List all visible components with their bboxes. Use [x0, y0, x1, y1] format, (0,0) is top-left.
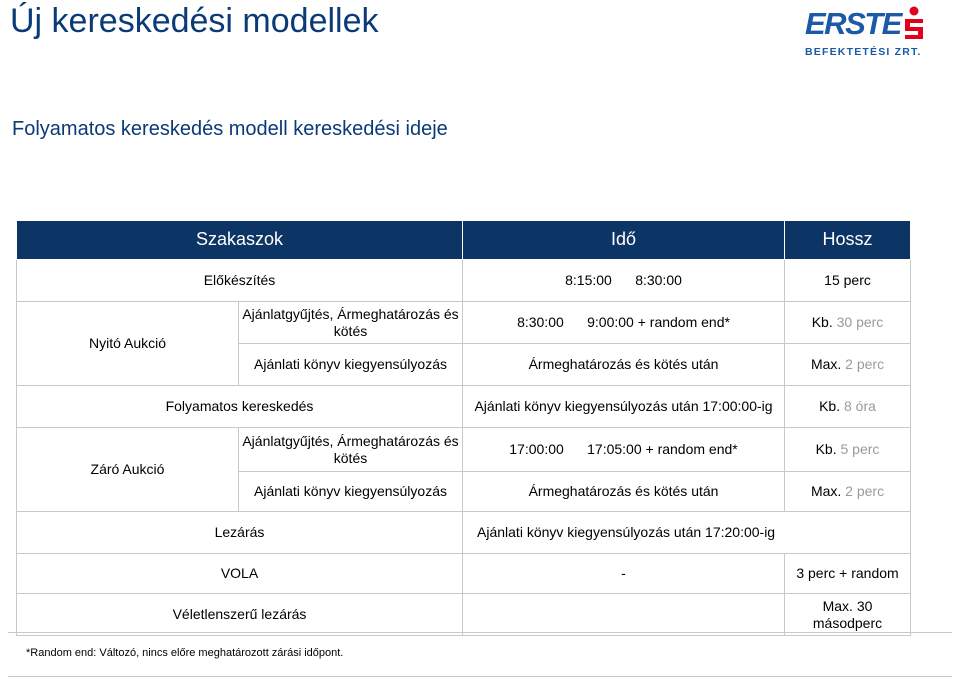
phase-cell: Ajánlati könyv kiegyensúlyozás [239, 472, 463, 512]
duration-cell: Max. 30 másodperc [785, 594, 911, 636]
section-title: Folyamatos kereskedés modell kereskedési ideje [12, 118, 448, 140]
duration-cell [785, 386, 911, 428]
duration-cell [785, 472, 911, 512]
time-end: 9:00:00 + random end* [587, 314, 730, 331]
phase-cell: Folyamatos kereskedés [17, 386, 463, 428]
duration-cell [785, 428, 911, 472]
time-cell [463, 594, 785, 636]
table-row [17, 428, 911, 472]
duration-cell [785, 344, 911, 386]
table-row [17, 554, 911, 594]
time-cell [463, 428, 785, 472]
time-cell [463, 302, 785, 344]
trading-schedule-table [16, 220, 911, 636]
time-start: 8:30:00 [517, 314, 564, 331]
page-title: Új kereskedési modellek [10, 2, 379, 40]
phase-cell: Lezárás [17, 512, 463, 554]
time-cell: Ajánlati könyv kiegyensúlyozás után 17:00:00-ig [463, 386, 785, 428]
time-end: 8:30:00 [635, 272, 682, 289]
table-row [17, 386, 911, 428]
duration-cell: 3 perc + random [785, 554, 911, 594]
phase-cell: Ajánlatgyűjtés, Ármeghatározás és kötés [239, 428, 463, 472]
group-cell: Nyitó Aukció [17, 302, 239, 386]
table-row [17, 302, 911, 344]
duration-cell [785, 302, 911, 344]
duration-prefix: Kb. [819, 398, 844, 415]
header-time: Idő [463, 221, 785, 260]
duration-value: 30 perc [836, 314, 884, 331]
duration-prefix: Kb. [815, 441, 841, 458]
duration-prefix: Max. [810, 356, 846, 373]
table-header-row [17, 221, 911, 260]
erste-logo [805, 6, 925, 58]
duration-value: 8 óra [844, 398, 876, 415]
group-cell: Záró Aukció [17, 428, 239, 512]
logo-wordmark: ERSTE [805, 6, 901, 41]
erste-s-icon [902, 6, 926, 40]
table-row [17, 260, 911, 302]
phase-cell: VOLA [17, 554, 463, 594]
phase-cell: Ajánlatgyűjtés, Ármeghatározás és kötés [239, 302, 463, 344]
time-gap [568, 314, 584, 330]
time-end: 17:05:00 + random end* [587, 441, 738, 458]
duration-prefix: Max. [810, 483, 846, 500]
time-cell: Ármeghatározás és kötés után [463, 472, 785, 512]
time-cell: - [463, 554, 785, 594]
time-cell: Ajánlati könyv kiegyensúlyozás után 17:20:00-ig [463, 512, 911, 554]
table-row [17, 594, 911, 636]
phase-cell: Véletlenszerű lezárás [17, 594, 463, 636]
time-start: 8:15:00 [565, 272, 612, 289]
phase-cell: Előkészítés [17, 260, 463, 302]
duration-value: 2 perc [845, 483, 885, 500]
table-row [17, 512, 911, 554]
footnote-divider [8, 632, 952, 633]
bottom-divider [8, 676, 952, 677]
time-gap [568, 441, 584, 457]
logo-subtitle: BEFEKTETÉSI ZRT. [805, 46, 922, 58]
duration-value: 2 perc [845, 356, 885, 373]
footnote: *Random end: Változó, nincs előre meghatározott zárási időpont. [26, 647, 344, 659]
duration-cell: 15 perc [785, 260, 911, 302]
time-dash [616, 272, 632, 288]
header-duration: Hossz [785, 221, 911, 260]
phase-cell: Ajánlati könyv kiegyensúlyozás [239, 344, 463, 386]
time-cell: Ármeghatározás és kötés után [463, 344, 785, 386]
duration-value: 5 perc [840, 441, 880, 458]
duration-prefix: Kb. [811, 314, 837, 331]
time-cell [463, 260, 785, 302]
time-start: 17:00:00 [509, 441, 564, 458]
header-phases: Szakaszok [17, 221, 463, 260]
